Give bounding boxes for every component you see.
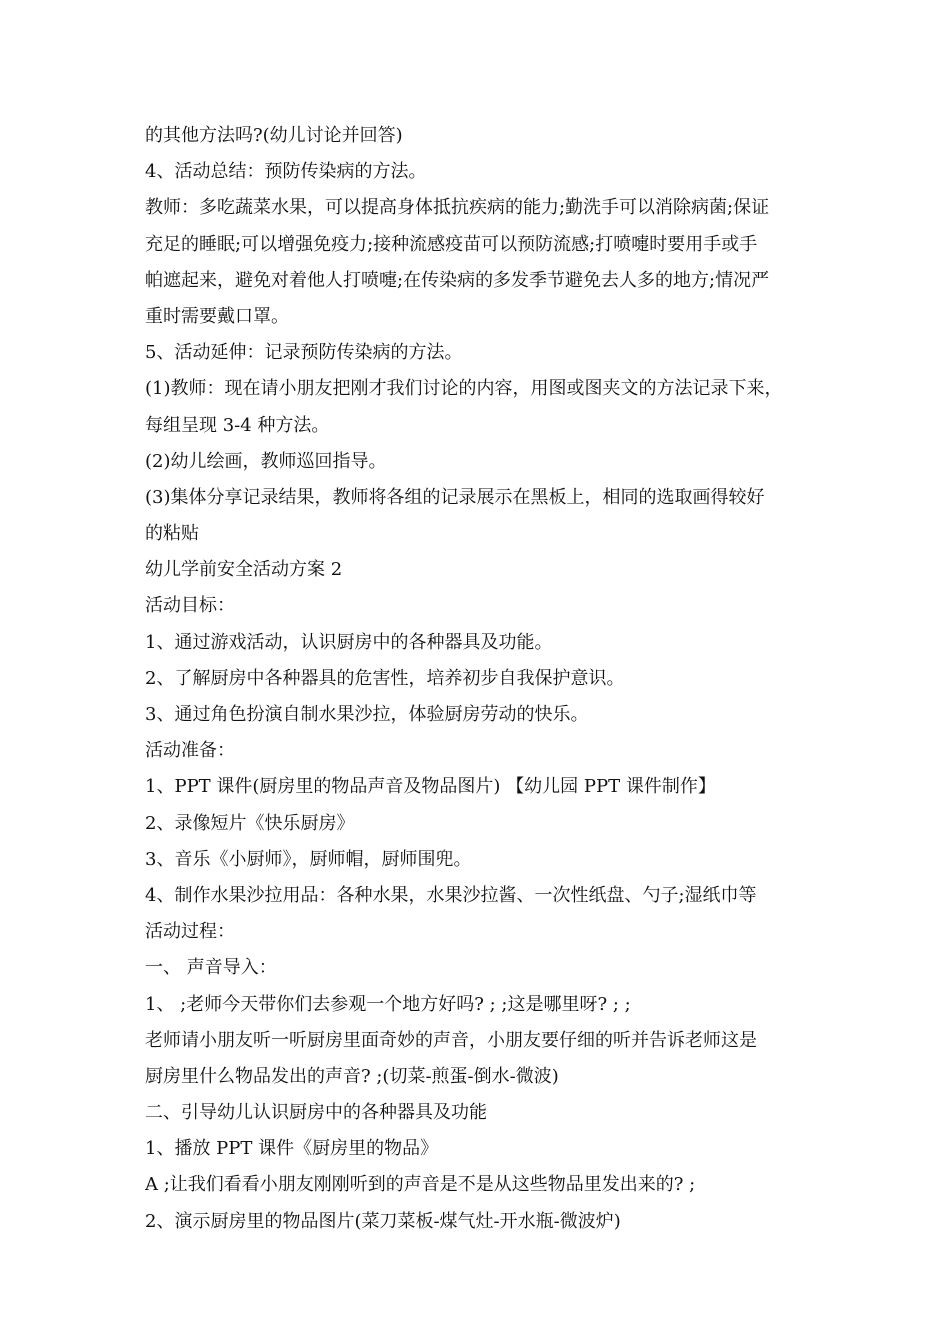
text-line: (2)幼儿绘画，教师巡回指导。 <box>145 450 387 472</box>
text-line: 每组呈现 3-4 种方法。 <box>145 414 330 436</box>
text-line: 老师请小朋友听一听厨房里面奇妙的声音，小朋友要仔细的听并告诉老师这是 <box>145 1029 757 1051</box>
text-line: 3、通过角色扮演自制水果沙拉，体验厨房劳动的快乐。 <box>145 704 589 725</box>
text-line: 的其他方法吗?(幼儿讨论并回答) <box>145 125 403 146</box>
text-line: 活动目标： <box>145 595 235 617</box>
text-line: 重时需要戴口罩。 <box>145 305 289 327</box>
text-line: A ;让我们看看小朋友刚刚听到的声音是不是从这些物品里发出来的? ; <box>145 1174 696 1196</box>
text-line: 教师：多吃蔬菜水果，可以提高身体抵抗疾病的能力;勤洗手可以消除病菌;保证 <box>145 197 770 219</box>
text-line: 一、 声音导入： <box>145 957 277 979</box>
text-line: (1)教师：现在请小朋友把刚才我们讨论的内容，用图或图夹文的方法记录下来， <box>145 378 783 400</box>
text-line: 2、演示厨房里的物品图片(菜刀菜板-煤气灶-开水瓶-微波炉) <box>145 1210 621 1232</box>
text-line: 1、播放 PPT 课件《厨房里的物品》 <box>145 1138 439 1160</box>
text-line: 4、活动总结：预防传染病的方法。 <box>145 161 427 183</box>
text-line: 厨房里什么物品发出的声音? ;(切菜-煎蛋-倒水-微波) <box>145 1065 559 1087</box>
text-line: 充足的睡眠;可以增强免疫力;接种流感疫苗可以预防流感;打喷嚏时要用手或手 <box>145 233 758 255</box>
text-line: 1、PPT 课件(厨房里的物品声音及物品图片) 【幼儿园 PPT 课件制作】 <box>145 776 716 798</box>
text-line: 活动准备： <box>145 740 235 762</box>
text-line: 1、 ;老师今天带你们去参观一个地方好吗? ; ;这是哪里呀? ; ; <box>145 993 631 1015</box>
text-line: 2、了解厨房中各种器具的危害性，培养初步自我保护意识。 <box>145 667 625 689</box>
section-heading: 幼儿学前安全活动方案 2 <box>145 559 343 581</box>
text-line: (3)集体分享记录结果，教师将各组的记录展示在黑板上，相同的选取画得较好 <box>145 486 765 508</box>
text-line: 帕遮起来，避免对着他人打喷嚏;在传染病的多发季节避免去人多的地方;情况严 <box>145 269 770 291</box>
text-line: 5、活动延伸：记录预防传染病的方法。 <box>145 342 463 364</box>
text-line: 3、音乐《小厨师》，厨师帽，厨师围兜。 <box>145 848 472 870</box>
text-line: 的粘贴 <box>145 523 199 545</box>
text-line: 4、制作水果沙拉用品：各种水果，水果沙拉酱、一次性纸盘、勺子;湿纸巾等 <box>145 884 757 906</box>
text-line: 二、引导幼儿认识厨房中的各种器具及功能 <box>145 1102 487 1124</box>
text-line: 活动过程： <box>145 921 235 943</box>
text-line: 1、通过游戏活动，认识厨房中的各种器具及功能。 <box>145 631 553 653</box>
document-body <box>145 118 825 1240</box>
text-line: 2、录像短片《快乐厨房》 <box>145 812 355 834</box>
